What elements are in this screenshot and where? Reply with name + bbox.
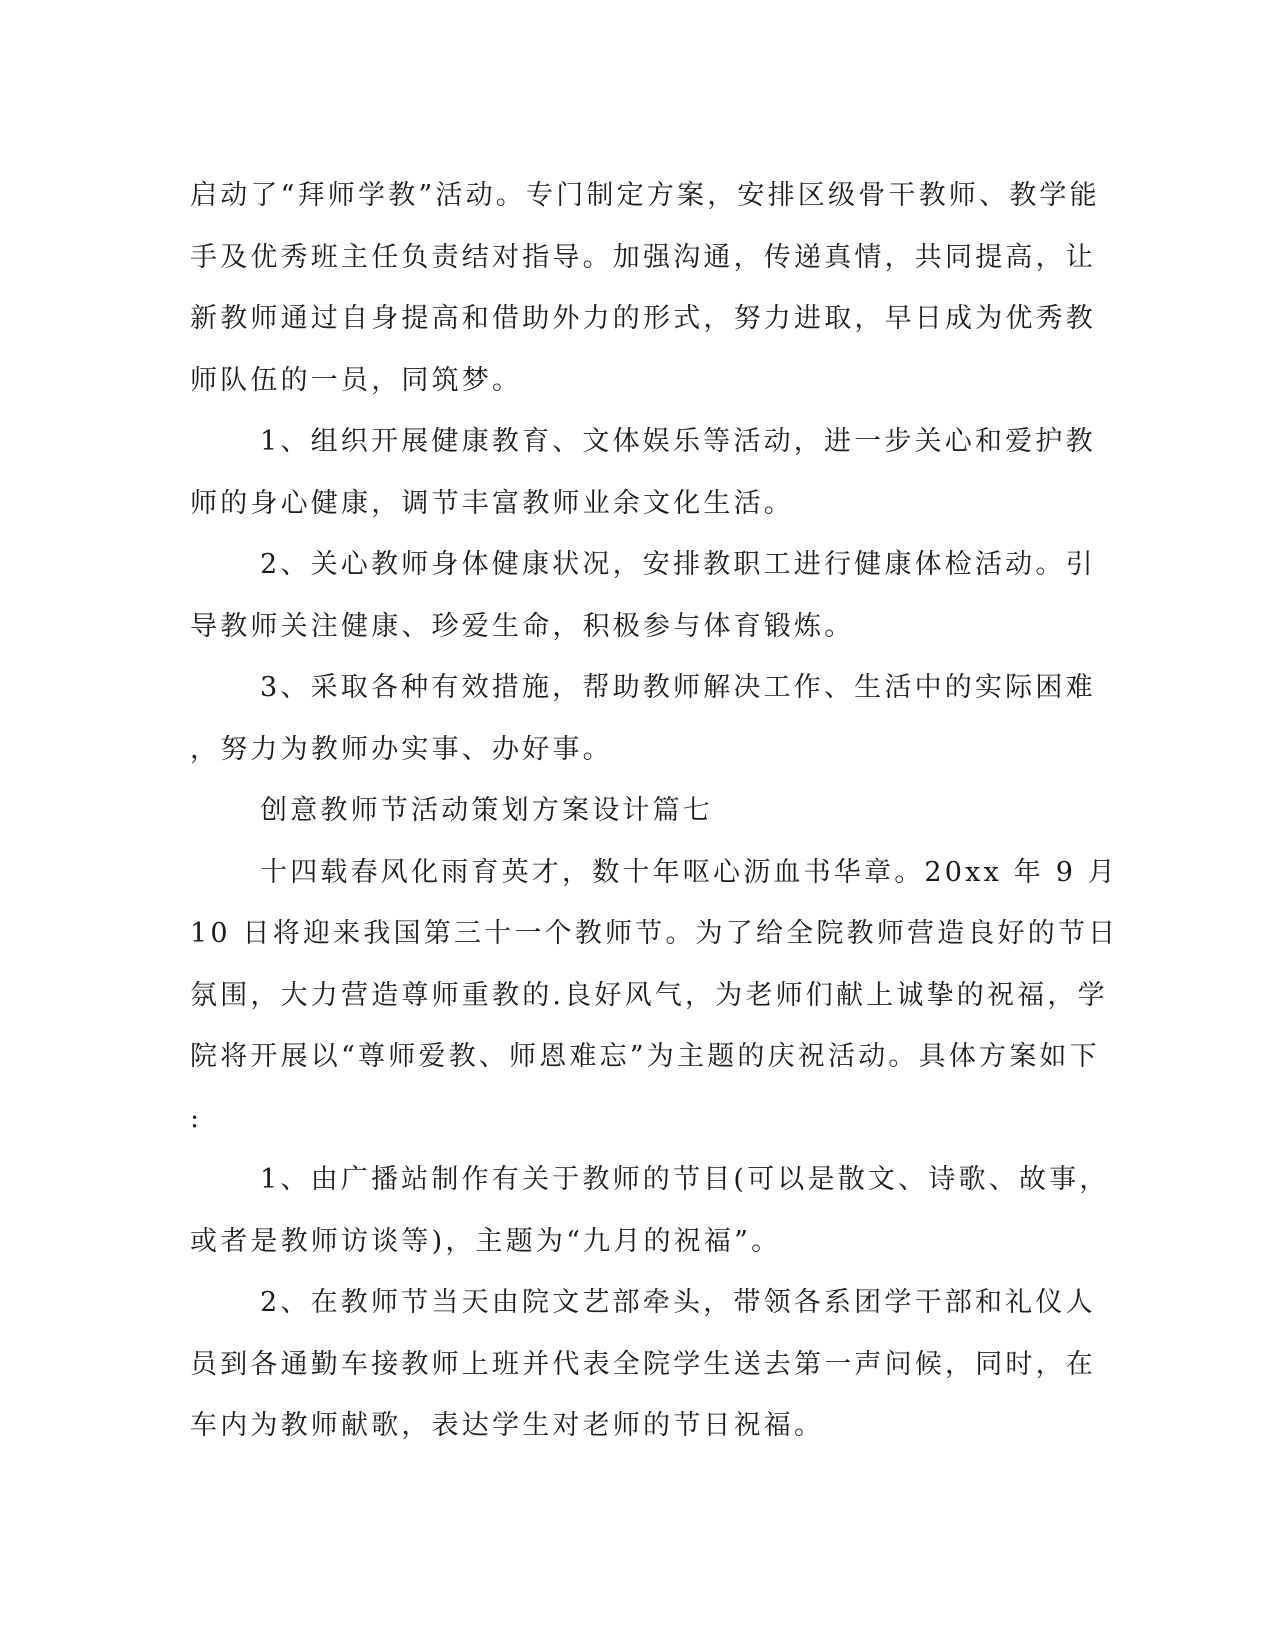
text-line: 师的身心健康，调节丰富教师业余文化生活。 [190,487,794,519]
document-body [190,165,1119,1457]
text-line: 10 日将迎来我国第三十一个教师节。为了给全院教师营造良好的节日 [190,918,1119,949]
text-line: 氛围，大力营造尊师重教的.良好风气，为老师们献上诚挚的祝福，学 [190,979,1108,1011]
text-line: 院将开展以“尊师爱教、师恩难忘”为主题的庆祝活动。具体方案如下 [190,1041,1100,1072]
list-item-line: 2、关心教师身体健康状况，安排教职工进行健康体检活动。引 [260,549,1096,580]
text-line: : [190,1102,203,1134]
text-line: 手及优秀班主任负责结对指导。加强沟通，传递真情，共同提高，让 [190,241,1096,273]
list-item-line: 2、在教师节当天由院文艺部牵头，带领各系团学干部和礼仪人 [260,1287,1096,1318]
text-line: 或者是教师访谈等)，主题为“九月的祝福”。 [190,1225,782,1257]
text-line: 师队伍的一员，同筑梦。 [190,364,523,396]
list-item-line: 1、组织开展健康教育、文体娱乐等活动，进一步关心和爱护教 [260,426,1096,457]
list-item-line: 3、采取各种有效措施，帮助教师解决工作、生活中的实际困难 [260,672,1096,703]
text-line: 新教师通过自身提高和借助外力的形式，努力进取，早日成为优秀教 [190,303,1096,334]
text-line: 启动了“拜师学教”活动。专门制定方案，安排区级骨干教师、教学能 [190,180,1100,211]
text-line: 员到各通勤车接教师上班并代表全院学生送去第一声问候，同时，在 [190,1348,1096,1380]
paragraph-start-line: 十四载春风化雨育英才，数十年呕心沥血书华章。20xx 年 9 月 [260,856,1119,888]
section-heading: 创意教师节活动策划方案设计篇七 [260,795,713,826]
text-line: 导教师关注健康、珍爱生命，积极参与体育锻炼。 [190,610,855,642]
text-line: ，努力为教师办实事、办好事。 [190,733,613,765]
list-item-line: 1、由广播站制作有关于教师的节目(可以是散文、诗歌、故事， [260,1164,1110,1195]
text-line: 车内为教师献歌，表达学生对老师的节日祝福。 [190,1410,825,1441]
